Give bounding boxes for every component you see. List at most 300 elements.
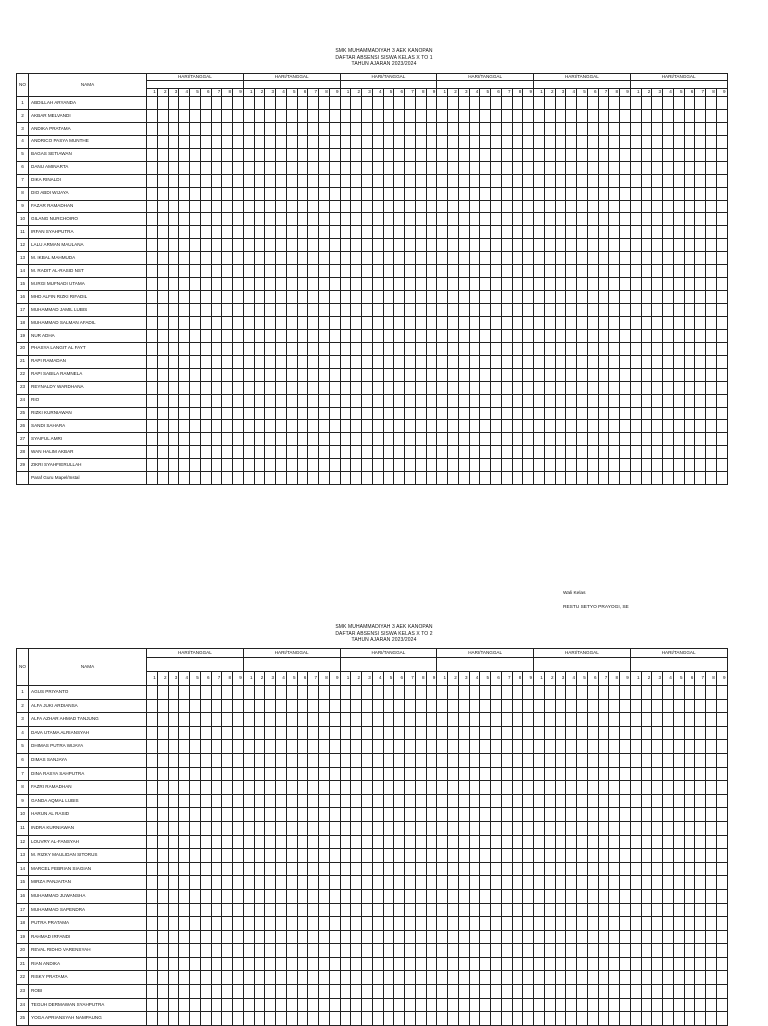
attendance-cell[interactable] [598, 213, 609, 226]
attendance-cell[interactable] [641, 407, 652, 420]
attendance-cell[interactable] [276, 420, 287, 433]
attendance-cell[interactable] [340, 740, 351, 754]
attendance-cell[interactable] [405, 998, 416, 1012]
attendance-cell[interactable] [652, 291, 663, 304]
attendance-cell[interactable] [706, 917, 717, 931]
attendance-cell[interactable] [254, 726, 265, 740]
attendance-cell[interactable] [673, 394, 684, 407]
attendance-cell[interactable] [469, 368, 480, 381]
attendance-cell[interactable] [329, 226, 340, 239]
attendance-cell[interactable] [684, 97, 695, 110]
attendance-cell[interactable] [426, 446, 437, 459]
attendance-cell[interactable] [394, 135, 405, 148]
attendance-cell[interactable] [534, 420, 545, 433]
attendance-cell[interactable] [383, 122, 394, 135]
attendance-cell[interactable] [276, 1012, 287, 1026]
attendance-cell[interactable] [222, 381, 233, 394]
attendance-cell[interactable] [168, 849, 179, 863]
attendance-cell[interactable] [673, 767, 684, 781]
attendance-cell[interactable] [523, 252, 534, 265]
attendance-cell[interactable] [523, 355, 534, 368]
attendance-cell[interactable] [233, 767, 244, 781]
attendance-cell[interactable] [329, 420, 340, 433]
attendance-cell[interactable] [512, 472, 523, 485]
attendance-cell[interactable] [329, 329, 340, 342]
attendance-cell[interactable] [523, 459, 534, 472]
attendance-cell[interactable] [544, 794, 555, 808]
attendance-cell[interactable] [684, 252, 695, 265]
attendance-cell[interactable] [652, 174, 663, 187]
attendance-cell[interactable] [362, 835, 373, 849]
attendance-cell[interactable] [329, 407, 340, 420]
attendance-cell[interactable] [372, 808, 383, 822]
attendance-cell[interactable] [372, 835, 383, 849]
attendance-cell[interactable] [673, 985, 684, 999]
attendance-cell[interactable] [426, 808, 437, 822]
attendance-cell[interactable] [587, 849, 598, 863]
attendance-cell[interactable] [265, 265, 276, 278]
attendance-cell[interactable] [534, 304, 545, 317]
attendance-cell[interactable] [695, 740, 706, 754]
attendance-cell[interactable] [716, 930, 727, 944]
attendance-cell[interactable] [523, 808, 534, 822]
attendance-cell[interactable] [405, 355, 416, 368]
attendance-cell[interactable] [383, 889, 394, 903]
attendance-cell[interactable] [609, 239, 620, 252]
attendance-cell[interactable] [319, 200, 330, 213]
attendance-cell[interactable] [673, 122, 684, 135]
attendance-cell[interactable] [276, 265, 287, 278]
attendance-cell[interactable] [663, 278, 674, 291]
attendance-cell[interactable] [512, 420, 523, 433]
attendance-cell[interactable] [534, 109, 545, 122]
attendance-cell[interactable] [673, 753, 684, 767]
attendance-cell[interactable] [254, 862, 265, 876]
attendance-cell[interactable] [147, 97, 158, 110]
attendance-cell[interactable] [598, 753, 609, 767]
attendance-cell[interactable] [630, 821, 641, 835]
attendance-cell[interactable] [706, 699, 717, 713]
attendance-cell[interactable] [297, 355, 308, 368]
attendance-cell[interactable] [211, 329, 222, 342]
attendance-cell[interactable] [544, 213, 555, 226]
attendance-cell[interactable] [609, 862, 620, 876]
attendance-cell[interactable] [340, 917, 351, 931]
attendance-cell[interactable] [405, 753, 416, 767]
attendance-cell[interactable] [663, 368, 674, 381]
attendance-cell[interactable] [534, 291, 545, 304]
attendance-cell[interactable] [340, 368, 351, 381]
attendance-cell[interactable] [480, 753, 491, 767]
attendance-cell[interactable] [458, 957, 469, 971]
attendance-cell[interactable] [587, 239, 598, 252]
attendance-cell[interactable] [233, 781, 244, 795]
attendance-cell[interactable] [168, 394, 179, 407]
attendance-cell[interactable] [308, 821, 319, 835]
attendance-cell[interactable] [200, 109, 211, 122]
attendance-cell[interactable] [673, 239, 684, 252]
attendance-cell[interactable] [254, 985, 265, 999]
attendance-cell[interactable] [351, 821, 362, 835]
attendance-cell[interactable] [233, 699, 244, 713]
attendance-cell[interactable] [598, 971, 609, 985]
attendance-cell[interactable] [641, 265, 652, 278]
attendance-cell[interactable] [168, 316, 179, 329]
attendance-cell[interactable] [297, 808, 308, 822]
attendance-cell[interactable] [480, 835, 491, 849]
attendance-cell[interactable] [469, 265, 480, 278]
attendance-cell[interactable] [426, 889, 437, 903]
attendance-cell[interactable] [458, 174, 469, 187]
attendance-cell[interactable] [544, 252, 555, 265]
attendance-cell[interactable] [233, 316, 244, 329]
attendance-cell[interactable] [448, 835, 459, 849]
attendance-cell[interactable] [233, 291, 244, 304]
attendance-cell[interactable] [598, 161, 609, 174]
attendance-cell[interactable] [297, 889, 308, 903]
attendance-cell[interactable] [501, 699, 512, 713]
attendance-cell[interactable] [577, 808, 588, 822]
attendance-cell[interactable] [706, 252, 717, 265]
attendance-cell[interactable] [426, 1012, 437, 1026]
attendance-cell[interactable] [415, 767, 426, 781]
attendance-cell[interactable] [254, 226, 265, 239]
attendance-cell[interactable] [383, 472, 394, 485]
attendance-cell[interactable] [566, 407, 577, 420]
attendance-cell[interactable] [233, 304, 244, 317]
attendance-cell[interactable] [190, 187, 201, 200]
attendance-cell[interactable] [716, 304, 727, 317]
attendance-cell[interactable] [383, 368, 394, 381]
attendance-cell[interactable] [609, 835, 620, 849]
attendance-cell[interactable] [523, 957, 534, 971]
attendance-cell[interactable] [147, 161, 158, 174]
attendance-cell[interactable] [394, 200, 405, 213]
attendance-cell[interactable] [200, 849, 211, 863]
attendance-cell[interactable] [577, 226, 588, 239]
attendance-cell[interactable] [329, 821, 340, 835]
attendance-cell[interactable] [523, 740, 534, 754]
attendance-cell[interactable] [405, 876, 416, 890]
attendance-cell[interactable] [458, 985, 469, 999]
attendance-cell[interactable] [512, 821, 523, 835]
attendance-cell[interactable] [555, 767, 566, 781]
attendance-cell[interactable] [630, 252, 641, 265]
attendance-cell[interactable] [308, 903, 319, 917]
attendance-cell[interactable] [340, 278, 351, 291]
attendance-cell[interactable] [265, 381, 276, 394]
attendance-cell[interactable] [706, 135, 717, 148]
attendance-cell[interactable] [340, 726, 351, 740]
attendance-cell[interactable] [706, 239, 717, 252]
attendance-cell[interactable] [534, 135, 545, 148]
attendance-cell[interactable] [286, 355, 297, 368]
attendance-cell[interactable] [394, 213, 405, 226]
attendance-cell[interactable] [501, 1012, 512, 1026]
attendance-cell[interactable] [480, 342, 491, 355]
attendance-cell[interactable] [673, 187, 684, 200]
attendance-cell[interactable] [630, 699, 641, 713]
attendance-cell[interactable] [480, 187, 491, 200]
attendance-cell[interactable] [566, 713, 577, 727]
attendance-cell[interactable] [448, 394, 459, 407]
attendance-cell[interactable] [695, 394, 706, 407]
attendance-cell[interactable] [544, 998, 555, 1012]
attendance-cell[interactable] [340, 381, 351, 394]
attendance-cell[interactable] [179, 394, 190, 407]
attendance-cell[interactable] [297, 239, 308, 252]
attendance-cell[interactable] [630, 433, 641, 446]
attendance-cell[interactable] [620, 368, 631, 381]
attendance-cell[interactable] [534, 407, 545, 420]
attendance-cell[interactable] [426, 821, 437, 835]
attendance-cell[interactable] [415, 835, 426, 849]
attendance-cell[interactable] [695, 200, 706, 213]
attendance-cell[interactable] [157, 957, 168, 971]
attendance-cell[interactable] [491, 433, 502, 446]
attendance-cell[interactable] [555, 148, 566, 161]
attendance-cell[interactable] [587, 316, 598, 329]
attendance-cell[interactable] [351, 342, 362, 355]
attendance-cell[interactable] [598, 329, 609, 342]
attendance-cell[interactable] [663, 781, 674, 795]
attendance-cell[interactable] [620, 472, 631, 485]
attendance-cell[interactable] [297, 213, 308, 226]
attendance-cell[interactable] [501, 265, 512, 278]
attendance-cell[interactable] [480, 381, 491, 394]
attendance-cell[interactable] [458, 239, 469, 252]
attendance-cell[interactable] [491, 917, 502, 931]
attendance-cell[interactable] [147, 342, 158, 355]
attendance-cell[interactable] [243, 239, 254, 252]
attendance-cell[interactable] [394, 420, 405, 433]
attendance-cell[interactable] [405, 161, 416, 174]
attendance-cell[interactable] [598, 109, 609, 122]
attendance-cell[interactable] [415, 213, 426, 226]
attendance-cell[interactable] [147, 849, 158, 863]
attendance-cell[interactable] [222, 265, 233, 278]
attendance-cell[interactable] [695, 148, 706, 161]
attendance-cell[interactable] [501, 944, 512, 958]
attendance-cell[interactable] [394, 699, 405, 713]
attendance-cell[interactable] [437, 278, 448, 291]
attendance-cell[interactable] [362, 97, 373, 110]
attendance-cell[interactable] [491, 174, 502, 187]
attendance-cell[interactable] [641, 699, 652, 713]
attendance-cell[interactable] [566, 985, 577, 999]
attendance-cell[interactable] [426, 930, 437, 944]
attendance-cell[interactable] [512, 446, 523, 459]
attendance-cell[interactable] [480, 767, 491, 781]
attendance-cell[interactable] [695, 446, 706, 459]
attendance-cell[interactable] [501, 213, 512, 226]
attendance-cell[interactable] [491, 407, 502, 420]
attendance-cell[interactable] [179, 316, 190, 329]
attendance-cell[interactable] [652, 998, 663, 1012]
attendance-cell[interactable] [501, 862, 512, 876]
attendance-cell[interactable] [372, 821, 383, 835]
attendance-cell[interactable] [265, 876, 276, 890]
attendance-cell[interactable] [254, 265, 265, 278]
attendance-cell[interactable] [276, 726, 287, 740]
attendance-cell[interactable] [372, 407, 383, 420]
attendance-cell[interactable] [587, 97, 598, 110]
attendance-cell[interactable] [200, 239, 211, 252]
attendance-cell[interactable] [491, 781, 502, 795]
attendance-cell[interactable] [254, 420, 265, 433]
attendance-cell[interactable] [415, 200, 426, 213]
attendance-cell[interactable] [190, 161, 201, 174]
attendance-cell[interactable] [168, 917, 179, 931]
attendance-cell[interactable] [598, 304, 609, 317]
attendance-cell[interactable] [695, 459, 706, 472]
attendance-cell[interactable] [437, 699, 448, 713]
attendance-cell[interactable] [329, 316, 340, 329]
attendance-cell[interactable] [555, 753, 566, 767]
attendance-cell[interactable] [716, 148, 727, 161]
attendance-cell[interactable] [405, 917, 416, 931]
attendance-cell[interactable] [587, 226, 598, 239]
attendance-cell[interactable] [695, 109, 706, 122]
attendance-cell[interactable] [684, 998, 695, 1012]
attendance-cell[interactable] [458, 753, 469, 767]
attendance-cell[interactable] [480, 917, 491, 931]
attendance-cell[interactable] [706, 876, 717, 890]
attendance-cell[interactable] [609, 109, 620, 122]
attendance-cell[interactable] [222, 446, 233, 459]
attendance-cell[interactable] [437, 808, 448, 822]
attendance-cell[interactable] [523, 862, 534, 876]
attendance-cell[interactable] [448, 200, 459, 213]
attendance-cell[interactable] [426, 304, 437, 317]
attendance-cell[interactable] [491, 252, 502, 265]
attendance-cell[interactable] [286, 876, 297, 890]
attendance-cell[interactable] [598, 200, 609, 213]
attendance-cell[interactable] [577, 407, 588, 420]
attendance-cell[interactable] [480, 781, 491, 795]
attendance-cell[interactable] [243, 917, 254, 931]
attendance-cell[interactable] [190, 407, 201, 420]
attendance-cell[interactable] [329, 713, 340, 727]
attendance-cell[interactable] [534, 278, 545, 291]
attendance-cell[interactable] [566, 998, 577, 1012]
attendance-cell[interactable] [512, 109, 523, 122]
attendance-cell[interactable] [415, 394, 426, 407]
attendance-cell[interactable] [663, 381, 674, 394]
attendance-cell[interactable] [329, 161, 340, 174]
attendance-cell[interactable] [319, 433, 330, 446]
attendance-cell[interactable] [222, 821, 233, 835]
attendance-cell[interactable] [641, 835, 652, 849]
attendance-cell[interactable] [190, 433, 201, 446]
attendance-cell[interactable] [190, 342, 201, 355]
attendance-cell[interactable] [147, 753, 158, 767]
attendance-cell[interactable] [652, 342, 663, 355]
attendance-cell[interactable] [308, 944, 319, 958]
attendance-cell[interactable] [319, 903, 330, 917]
attendance-cell[interactable] [706, 821, 717, 835]
attendance-cell[interactable] [469, 821, 480, 835]
attendance-cell[interactable] [265, 998, 276, 1012]
attendance-cell[interactable] [254, 971, 265, 985]
attendance-cell[interactable] [372, 753, 383, 767]
attendance-cell[interactable] [329, 239, 340, 252]
attendance-cell[interactable] [265, 472, 276, 485]
attendance-cell[interactable] [329, 985, 340, 999]
attendance-cell[interactable] [168, 957, 179, 971]
attendance-cell[interactable] [652, 957, 663, 971]
attendance-cell[interactable] [415, 109, 426, 122]
attendance-cell[interactable] [491, 876, 502, 890]
attendance-cell[interactable] [276, 239, 287, 252]
attendance-cell[interactable] [512, 239, 523, 252]
attendance-cell[interactable] [190, 226, 201, 239]
attendance-cell[interactable] [641, 161, 652, 174]
attendance-cell[interactable] [577, 381, 588, 394]
attendance-cell[interactable] [469, 381, 480, 394]
attendance-cell[interactable] [265, 740, 276, 754]
attendance-cell[interactable] [716, 135, 727, 148]
attendance-cell[interactable] [544, 316, 555, 329]
attendance-cell[interactable] [340, 767, 351, 781]
attendance-cell[interactable] [405, 226, 416, 239]
attendance-cell[interactable] [286, 200, 297, 213]
attendance-cell[interactable] [383, 1012, 394, 1026]
attendance-cell[interactable] [254, 135, 265, 148]
attendance-cell[interactable] [168, 808, 179, 822]
attendance-cell[interactable] [684, 329, 695, 342]
attendance-cell[interactable] [448, 917, 459, 931]
attendance-cell[interactable] [695, 726, 706, 740]
attendance-cell[interactable] [652, 767, 663, 781]
attendance-cell[interactable] [641, 862, 652, 876]
attendance-cell[interactable] [168, 971, 179, 985]
attendance-cell[interactable] [222, 161, 233, 174]
attendance-cell[interactable] [211, 446, 222, 459]
attendance-cell[interactable] [630, 459, 641, 472]
attendance-cell[interactable] [405, 135, 416, 148]
attendance-cell[interactable] [716, 109, 727, 122]
attendance-cell[interactable] [663, 726, 674, 740]
attendance-cell[interactable] [544, 265, 555, 278]
attendance-cell[interactable] [555, 226, 566, 239]
attendance-cell[interactable] [415, 187, 426, 200]
attendance-cell[interactable] [157, 726, 168, 740]
attendance-cell[interactable] [340, 1012, 351, 1026]
attendance-cell[interactable] [706, 849, 717, 863]
attendance-cell[interactable] [512, 316, 523, 329]
attendance-cell[interactable] [405, 1012, 416, 1026]
attendance-cell[interactable] [383, 381, 394, 394]
attendance-cell[interactable] [598, 252, 609, 265]
attendance-cell[interactable] [351, 753, 362, 767]
attendance-cell[interactable] [190, 767, 201, 781]
attendance-cell[interactable] [243, 368, 254, 381]
attendance-cell[interactable] [254, 944, 265, 958]
attendance-cell[interactable] [200, 699, 211, 713]
attendance-cell[interactable] [620, 808, 631, 822]
attendance-cell[interactable] [544, 420, 555, 433]
attendance-cell[interactable] [566, 148, 577, 161]
attendance-cell[interactable] [276, 713, 287, 727]
attendance-cell[interactable] [415, 433, 426, 446]
attendance-cell[interactable] [254, 355, 265, 368]
attendance-cell[interactable] [716, 213, 727, 226]
attendance-cell[interactable] [437, 187, 448, 200]
attendance-cell[interactable] [523, 329, 534, 342]
attendance-cell[interactable] [265, 821, 276, 835]
attendance-cell[interactable] [265, 753, 276, 767]
